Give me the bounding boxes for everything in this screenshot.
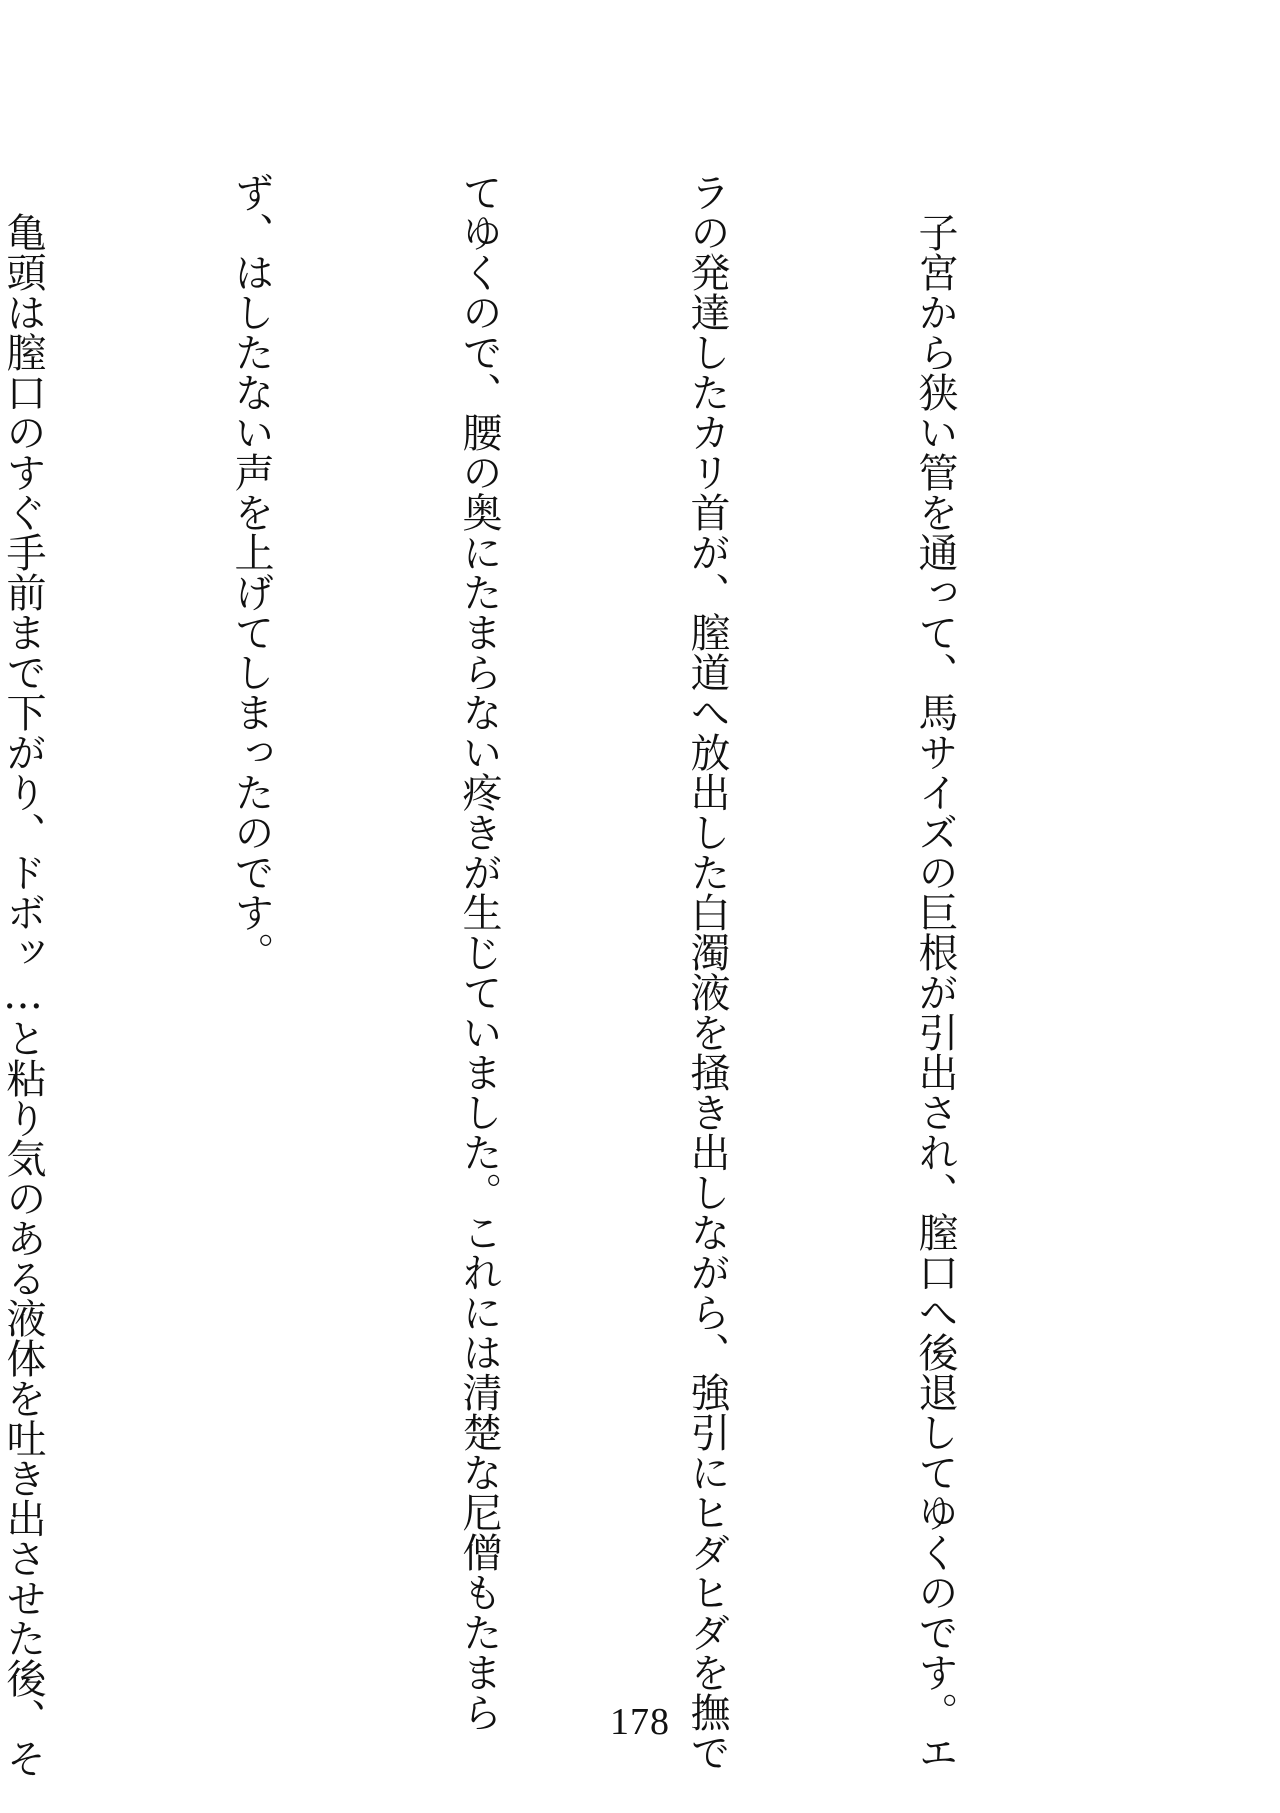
page-number: 178 <box>610 1701 670 1743</box>
text-line: 子宮から狭い管を通って、馬サイズの巨根が引出され、膣口へ後退してゆくのです。エ <box>912 212 958 1772</box>
text-line: ラの発達したカリ首が、膣道へ放出した白濁液を掻き出しながら、強引にヒダヒダを撫で <box>684 172 730 1772</box>
text-line: てゆくので、腰の奥にたまらない疼きが生じていました。これには清楚な尼僧もたまら <box>456 172 502 1732</box>
text-line: 亀頭は膣口のすぐ手前まで下がり、ドボッ…と粘り気のある液体を吐き出させた後、そ <box>0 212 46 1778</box>
text-line: ず、はしたない声を上げてしまったのです。 <box>228 172 274 972</box>
